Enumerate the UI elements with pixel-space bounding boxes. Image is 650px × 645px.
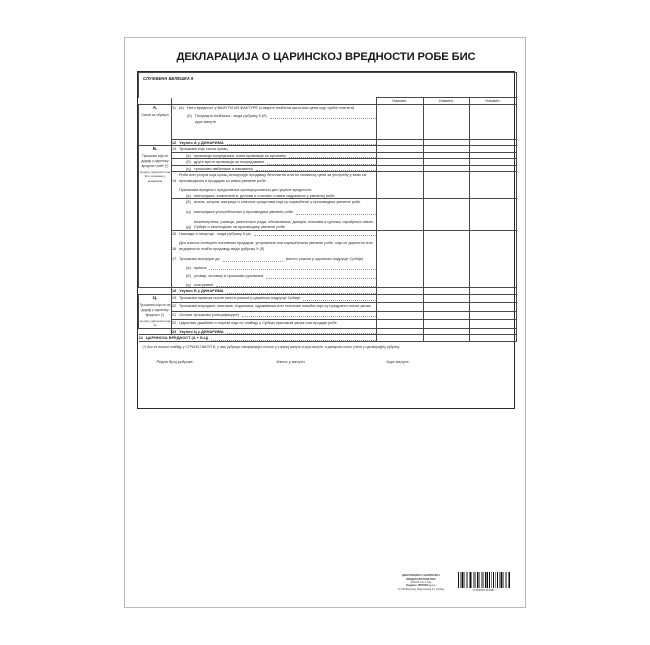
item-14c-fill[interactable] <box>296 210 376 215</box>
value-cell-20-c2[interactable] <box>423 303 470 311</box>
item-20-text: Трошкови изградње, монтаже, подизања, одржавања или техничке помоћи који су предузети после увоза <box>179 303 371 309</box>
item-21-fill[interactable] <box>242 312 376 317</box>
imprint-block <box>387 572 517 592</box>
item-22 <box>172 320 376 326</box>
column-header-1: Наимен. <box>377 98 424 105</box>
value-cell-21-c3[interactable] <box>470 311 517 319</box>
item-11b-sub: (б) <box>187 113 192 119</box>
customs-value-label <box>139 335 377 342</box>
item-11-rate <box>172 119 376 125</box>
value-cell-a1-c1[interactable] <box>377 104 424 139</box>
item-17a-fill[interactable] <box>209 265 376 270</box>
value-cell-19-c1[interactable] <box>377 295 424 303</box>
value-cell-14-c1[interactable] <box>377 172 424 199</box>
imprint-line-2: ВРЕДНОСТИ РОБЕ БИС <box>406 577 436 581</box>
section-a-items <box>172 104 377 139</box>
item-17b <box>172 273 376 279</box>
item-14c-sub: (ц) <box>186 209 191 215</box>
section-c-letter: Ц. <box>152 295 158 301</box>
official-note-label: СЛУЖБЕНА БЕЛЕШКА 9 <box>143 76 194 81</box>
item-13a <box>172 153 376 159</box>
official-note-row <box>139 73 517 98</box>
bottom-col-2-label: Износ у валути <box>276 359 305 365</box>
section-a-label <box>139 104 172 146</box>
item-11a-sub: (а) <box>179 104 184 110</box>
value-cell-14b-c3[interactable] <box>470 199 517 230</box>
item-11b-text: Посредна плаћања - види рубрику 9 (б) <box>195 113 267 119</box>
column-header-2: Наимен. <box>423 98 470 105</box>
customs-value-form <box>137 71 515 409</box>
item-15-fill[interactable] <box>254 231 376 236</box>
item-17b-fill[interactable] <box>266 274 376 279</box>
value-cell-21-c1[interactable] <box>377 311 424 319</box>
total-c-fill[interactable] <box>227 329 376 334</box>
footnote-row <box>139 341 517 408</box>
section-a-label-text: Основ за обрачун <box>141 112 169 117</box>
item-16-number: 16 <box>172 245 177 251</box>
item-14 <box>172 172 376 183</box>
item-22-number: 22 <box>172 320 177 326</box>
bottom-col-1-label: Редни број рубрике <box>156 359 193 365</box>
section-a-letter: А. <box>152 104 158 110</box>
item-13a-block <box>172 152 377 159</box>
value-cell-20-c1[interactable] <box>377 303 424 311</box>
value-cell-22-c3[interactable] <box>470 320 517 328</box>
barcode-bars <box>458 572 510 588</box>
total-c-number: 23 <box>172 328 177 334</box>
item-14b <box>172 199 376 205</box>
item-11-number: 11 <box>172 104 177 110</box>
value-cell-14b-c2[interactable] <box>423 199 470 230</box>
item-14-block <box>172 172 377 199</box>
total-b <box>172 288 377 295</box>
item-13c-block <box>172 165 377 172</box>
item-13 <box>172 146 376 152</box>
item-13b-sub: (б) <box>186 159 191 165</box>
item-17c <box>172 282 376 288</box>
value-cell-17-c1[interactable] <box>377 230 424 288</box>
value-cell-a1-c2[interactable] <box>423 104 470 139</box>
item-15-text: Накнаде и лиценце - види рубрику 9 (а) <box>179 230 251 236</box>
item-13-number: 13 <box>172 146 177 152</box>
item-19-row <box>139 295 517 303</box>
item-21-text: Остали трошкови (спецификујте) <box>179 311 239 317</box>
item-14-row <box>139 172 517 199</box>
item-20 <box>172 303 376 309</box>
item-17 <box>172 256 376 262</box>
section-c-label-text: Трошкови који се не додају у царинску вредност (*) <box>139 303 171 317</box>
total-b-fill[interactable] <box>227 289 376 294</box>
section-b-label-note: (а нису урачунати под 11 и исказани у динарима) <box>139 169 171 183</box>
total-a-number: 12 <box>172 139 177 145</box>
section-b-letter: Б. <box>152 146 158 152</box>
item-17-fill[interactable] <box>223 257 283 262</box>
total-b-text: Укупно Б у ДИНАРИМА <box>179 288 224 294</box>
imprint-line-3: А6/16 В-тип 2 боје <box>410 580 432 584</box>
item-16-text: Део износа остварен поновном продајом, уступањем или коришћењем увезене робе, који се директно или индиректно плаћа продавцу види рубрику 9 (б) <box>179 240 373 251</box>
total-c-text: Укупно Ц у ДИНАРИМА <box>179 328 224 334</box>
section-c-label <box>139 295 172 329</box>
customs-value-number: 24 <box>138 335 143 341</box>
section-b-label-text: Трошкови који се додају у царинску вредност робе (*) <box>141 154 169 168</box>
barcode-icon <box>458 572 510 592</box>
total-c <box>172 328 377 335</box>
item-13a-text: провизија посредника, осим провизија за куповину <box>194 152 287 158</box>
item-11a <box>172 105 376 111</box>
total-a-text: Укупно А у ДИНАРИМА <box>179 139 224 145</box>
item-13c <box>172 166 376 172</box>
item-17a-text: превоз <box>194 264 207 270</box>
value-cell-20-c3[interactable] <box>470 303 517 311</box>
item-16 <box>172 240 376 251</box>
footnote-cell <box>139 341 517 408</box>
item-14b-block <box>172 199 377 230</box>
item-17a <box>172 265 376 271</box>
item-15-17-block <box>172 230 377 288</box>
section-b-label <box>139 146 172 288</box>
item-13b-fill[interactable] <box>267 160 376 165</box>
page-title: ДЕКЛАРАЦИЈА О ЦАРИНСКОЈ ВРЕДНОСТИ РОБЕ БИС <box>176 51 476 63</box>
item-22-text: Царинске дажбине и порези који се плаћају у Србији приликом увоза или продаје робе <box>179 320 337 326</box>
value-cell-14b-c1[interactable] <box>377 199 424 230</box>
item-14d-text: инжењеринга, развоја, уметничког рада, обликовања, дизајна, планова и цртежа, израђених изван Србије и неопходних за производњу увезене робе <box>194 218 373 230</box>
item-11b-fill[interactable] <box>270 114 376 119</box>
section-c-label-note: (а нису урачунати под А) <box>139 318 171 328</box>
total-a <box>172 139 377 146</box>
item-14-note: Приказана вредност представља пропорционални део укупне вредности <box>179 187 312 193</box>
customs-value-fill[interactable] <box>211 336 376 341</box>
item-14-text: Роба или услуга која купац испоручује продавцу бесплатно или по сниженој цени за употребу у вези са производњом и продајом за извоз увезене робе. <box>179 172 366 183</box>
item-13b <box>172 159 376 165</box>
form-sheet <box>124 37 526 608</box>
item-17c-sub: (ц) <box>186 281 191 287</box>
imprint-line-5: 11 000 Београд, Змај Јовина 14, Србија <box>398 587 444 591</box>
item-17-text2: (место уласка у царинско подручје Србије) <box>285 256 364 262</box>
value-cell-14-c2[interactable] <box>423 172 470 199</box>
item-13b-text: друге врсте провизија за посредовање <box>194 159 265 165</box>
item-17c-text: осигурање <box>194 281 214 287</box>
item-13-text: Трошкови које сноси купац <box>179 146 228 152</box>
item-21 <box>172 312 376 318</box>
currency-spec-area[interactable] <box>139 352 517 408</box>
item-17-text: Трошкови испоруке до <box>179 256 220 262</box>
item-14c <box>172 209 376 215</box>
item-17a-sub: (а) <box>186 264 191 270</box>
value-cell-19-c3[interactable] <box>470 295 517 303</box>
item-15-17-row <box>139 230 517 288</box>
item-13b-block <box>172 159 377 166</box>
total-a-fill[interactable] <box>227 140 376 145</box>
customs-value-text: ЦАРИНСКА ВРЕДНОСТ (А + Б-Ц) <box>145 335 209 341</box>
imprint-line-1: ДЕКЛАРАЦИЈА О ЦАРИНСКОЈ <box>402 574 440 578</box>
item-14-number: 14 <box>172 177 177 183</box>
item-14a-text: материјала, компоненти, делова и сличних ставки садржаних у увезеној роби <box>194 192 335 198</box>
imprint-text <box>387 574 455 592</box>
barcode-number: 8 604025 413987 <box>473 588 495 592</box>
item-13a-fill[interactable] <box>289 153 376 158</box>
item-15 <box>172 231 376 237</box>
item-17b-text: утовар, истовар и трошкови руковања <box>194 273 264 279</box>
item-19 <box>172 295 376 301</box>
item-11a-text: Нето вредност у ВАЛУТИ ИЗ ФАКТУРЕ (стварно плаћена цена или цена коју треба платити) <box>187 104 355 110</box>
value-cell-22-c1[interactable] <box>377 320 424 328</box>
item-11-rate-text: курс валуте <box>195 118 217 124</box>
item-19-block <box>172 295 377 303</box>
item-19-number: 19 <box>172 295 177 301</box>
bottom-col-3-label: Курс валуте <box>386 359 409 365</box>
imprint-line-4: Издавач: ПРОПИС д.о.о. <box>405 584 437 588</box>
item-14d <box>172 219 376 230</box>
item-14d-sub: (д) <box>186 224 191 230</box>
value-cell-17-c3[interactable] <box>470 230 517 288</box>
item-13c-fill[interactable] <box>256 166 376 171</box>
item-22-row <box>139 320 517 328</box>
value-cell-21-c2[interactable] <box>423 311 470 319</box>
item-20-number: 20 <box>172 303 177 309</box>
item-20-row <box>139 303 517 311</box>
bottom-column-headers <box>139 352 517 365</box>
item-19-text: Трошкови превоза после места уласка у царинско подручје Србије <box>179 295 301 301</box>
column-header-3: Наимен. <box>470 98 517 105</box>
item-14b-row <box>139 199 517 230</box>
total-b-number: 18 <box>172 288 177 294</box>
item-15-number: 15 <box>172 230 177 236</box>
item-21-block <box>172 311 377 319</box>
item-22-block <box>172 320 377 328</box>
item-14b-sub: (б) <box>186 199 191 205</box>
item-19-fill[interactable] <box>303 296 376 301</box>
value-cell-14-c3[interactable] <box>470 172 517 199</box>
footnote-text: (*) Ако се износи плаћају у СТРАНОЈ ВАЛУТИ, у овој рубрици спецификујте износе у страној валути и курс валуте, а динарски износ унети у одговарајућу рубрику <box>142 345 400 350</box>
item-21-number: 21 <box>172 311 177 317</box>
item-14a-sub: (а) <box>186 192 191 198</box>
item-13a-sub: (а) <box>186 152 191 158</box>
item-20-block <box>172 303 377 311</box>
value-cell-19-c2[interactable] <box>423 295 470 303</box>
value-cell-17-c2[interactable] <box>423 230 470 288</box>
item-14a <box>172 193 376 199</box>
value-cell-22-c2[interactable] <box>423 320 470 328</box>
section-a-row <box>139 104 517 139</box>
item-21-row <box>139 311 517 319</box>
form-table <box>138 72 517 408</box>
item-14b-text: алата, калупа, матрица и сличних средстава који су коришћени у производњи увезене робе <box>194 199 361 205</box>
item-14c-text: материјала употребљених у производњи увезене робе <box>194 209 294 215</box>
value-cell-a1-c3[interactable] <box>470 104 517 139</box>
item-13c-text: трошкови амбалаже и паковања <box>194 165 253 171</box>
item-17-number: 17 <box>172 256 177 262</box>
item-13c-sub: (ц) <box>186 165 191 171</box>
item-17b-sub: (б) <box>186 273 191 279</box>
item-17c-fill[interactable] <box>216 282 376 287</box>
